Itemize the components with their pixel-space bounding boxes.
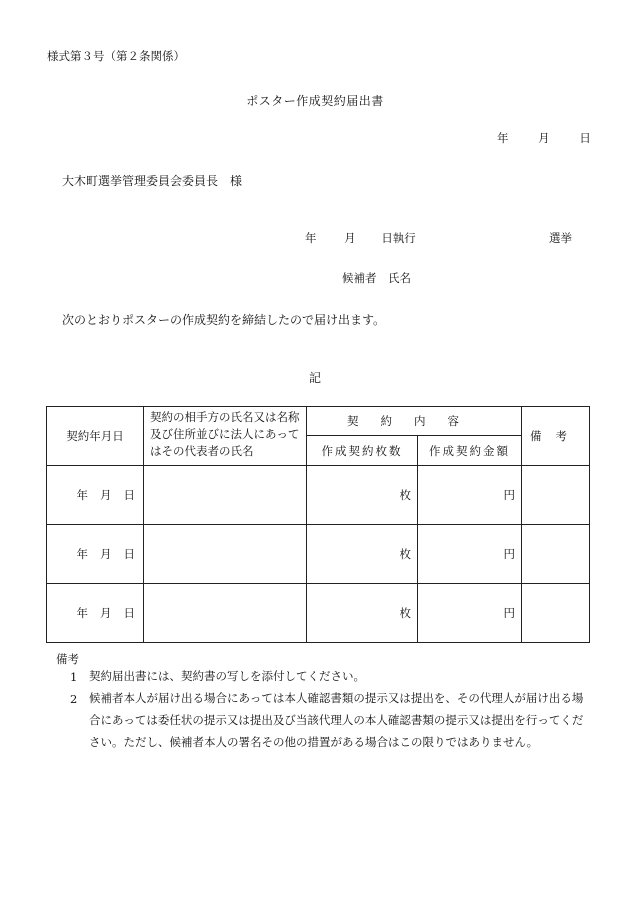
cell-contract-date[interactable] [47, 466, 144, 525]
intro-text: 次のとおりポスターの作成契約を締結したので届け出ます。 [62, 313, 386, 327]
header-contract-content: 契約内容 [307, 407, 522, 436]
cell-count[interactable]: 枚 [307, 466, 418, 525]
note-text: 契約届出書には、契約書の写しを添付してください。 [89, 669, 365, 683]
candidate-name-label: 候補者 氏名 [342, 271, 411, 285]
header-counterparty: 契約の相手方の氏名又は名称及び住所並びに法人にあってはその代表者の氏名 [144, 407, 307, 466]
header-remarks: 備考 [522, 407, 590, 466]
header-amount: 作成契約金額 [418, 436, 522, 466]
page-title: ポスター作成契約届出書 [246, 94, 384, 108]
date-month-label: 月 [538, 131, 550, 145]
header-count: 作成契約枚数 [307, 436, 418, 466]
table-row [47, 466, 590, 525]
row-year-label: 年 [76, 547, 88, 561]
election-kind-label: 選挙 [549, 231, 572, 245]
cell-remarks[interactable] [522, 466, 590, 525]
contract-table [46, 406, 590, 643]
row-day-label: 日 [123, 547, 135, 561]
cell-counterparty[interactable] [144, 466, 307, 525]
note-number: 1 [70, 670, 78, 684]
submission-date [497, 130, 591, 146]
election-month-label: 月 [344, 231, 356, 245]
cell-contract-date[interactable] [47, 525, 144, 584]
cell-counterparty[interactable] [144, 525, 307, 584]
cell-contract-date[interactable] [47, 584, 144, 643]
note-number: 2 [70, 692, 78, 706]
row-day-label: 日 [123, 488, 135, 502]
row-year-label: 年 [76, 606, 88, 620]
cell-count[interactable]: 枚 [307, 525, 418, 584]
cell-amount[interactable]: 円 [418, 525, 522, 584]
date-day-label: 日 [579, 131, 591, 145]
table-row [47, 525, 590, 584]
addressee: 大木町選挙管理委員会委員長 様 [62, 174, 243, 188]
cell-amount[interactable]: 円 [418, 466, 522, 525]
election-year-label: 年 [305, 231, 317, 245]
row-year-label: 年 [76, 488, 88, 502]
header-contract-date: 契約年月日 [47, 407, 144, 466]
row-month-label: 月 [100, 547, 112, 561]
form-number: 様式第３号（第２条関係） [47, 49, 185, 63]
cell-remarks[interactable] [522, 525, 590, 584]
cell-amount[interactable]: 円 [418, 584, 522, 643]
note-text: 候補者本人が届け出る場合にあっては本人確認書類の提示又は提出を、その代理人が届け出る場合にあっては委任状の提示又は提出及び当該代理人の本人確認書類の提示又は提出を行ってください。ただし、候補者本人の署名その他の措置がある場合はこの限りではありません。 [89, 691, 584, 749]
table-row [47, 584, 590, 643]
cell-counterparty[interactable] [144, 584, 307, 643]
election-day-label: 日執行 [381, 231, 416, 245]
date-year-label: 年 [497, 131, 509, 145]
cell-count[interactable]: 枚 [307, 584, 418, 643]
row-month-label: 月 [100, 606, 112, 620]
notes-heading: 備考 [56, 652, 79, 666]
row-day-label: 日 [123, 606, 135, 620]
ki-heading: 記 [308, 371, 321, 385]
election-date [305, 230, 416, 246]
row-month-label: 月 [100, 488, 112, 502]
cell-remarks[interactable] [522, 584, 590, 643]
